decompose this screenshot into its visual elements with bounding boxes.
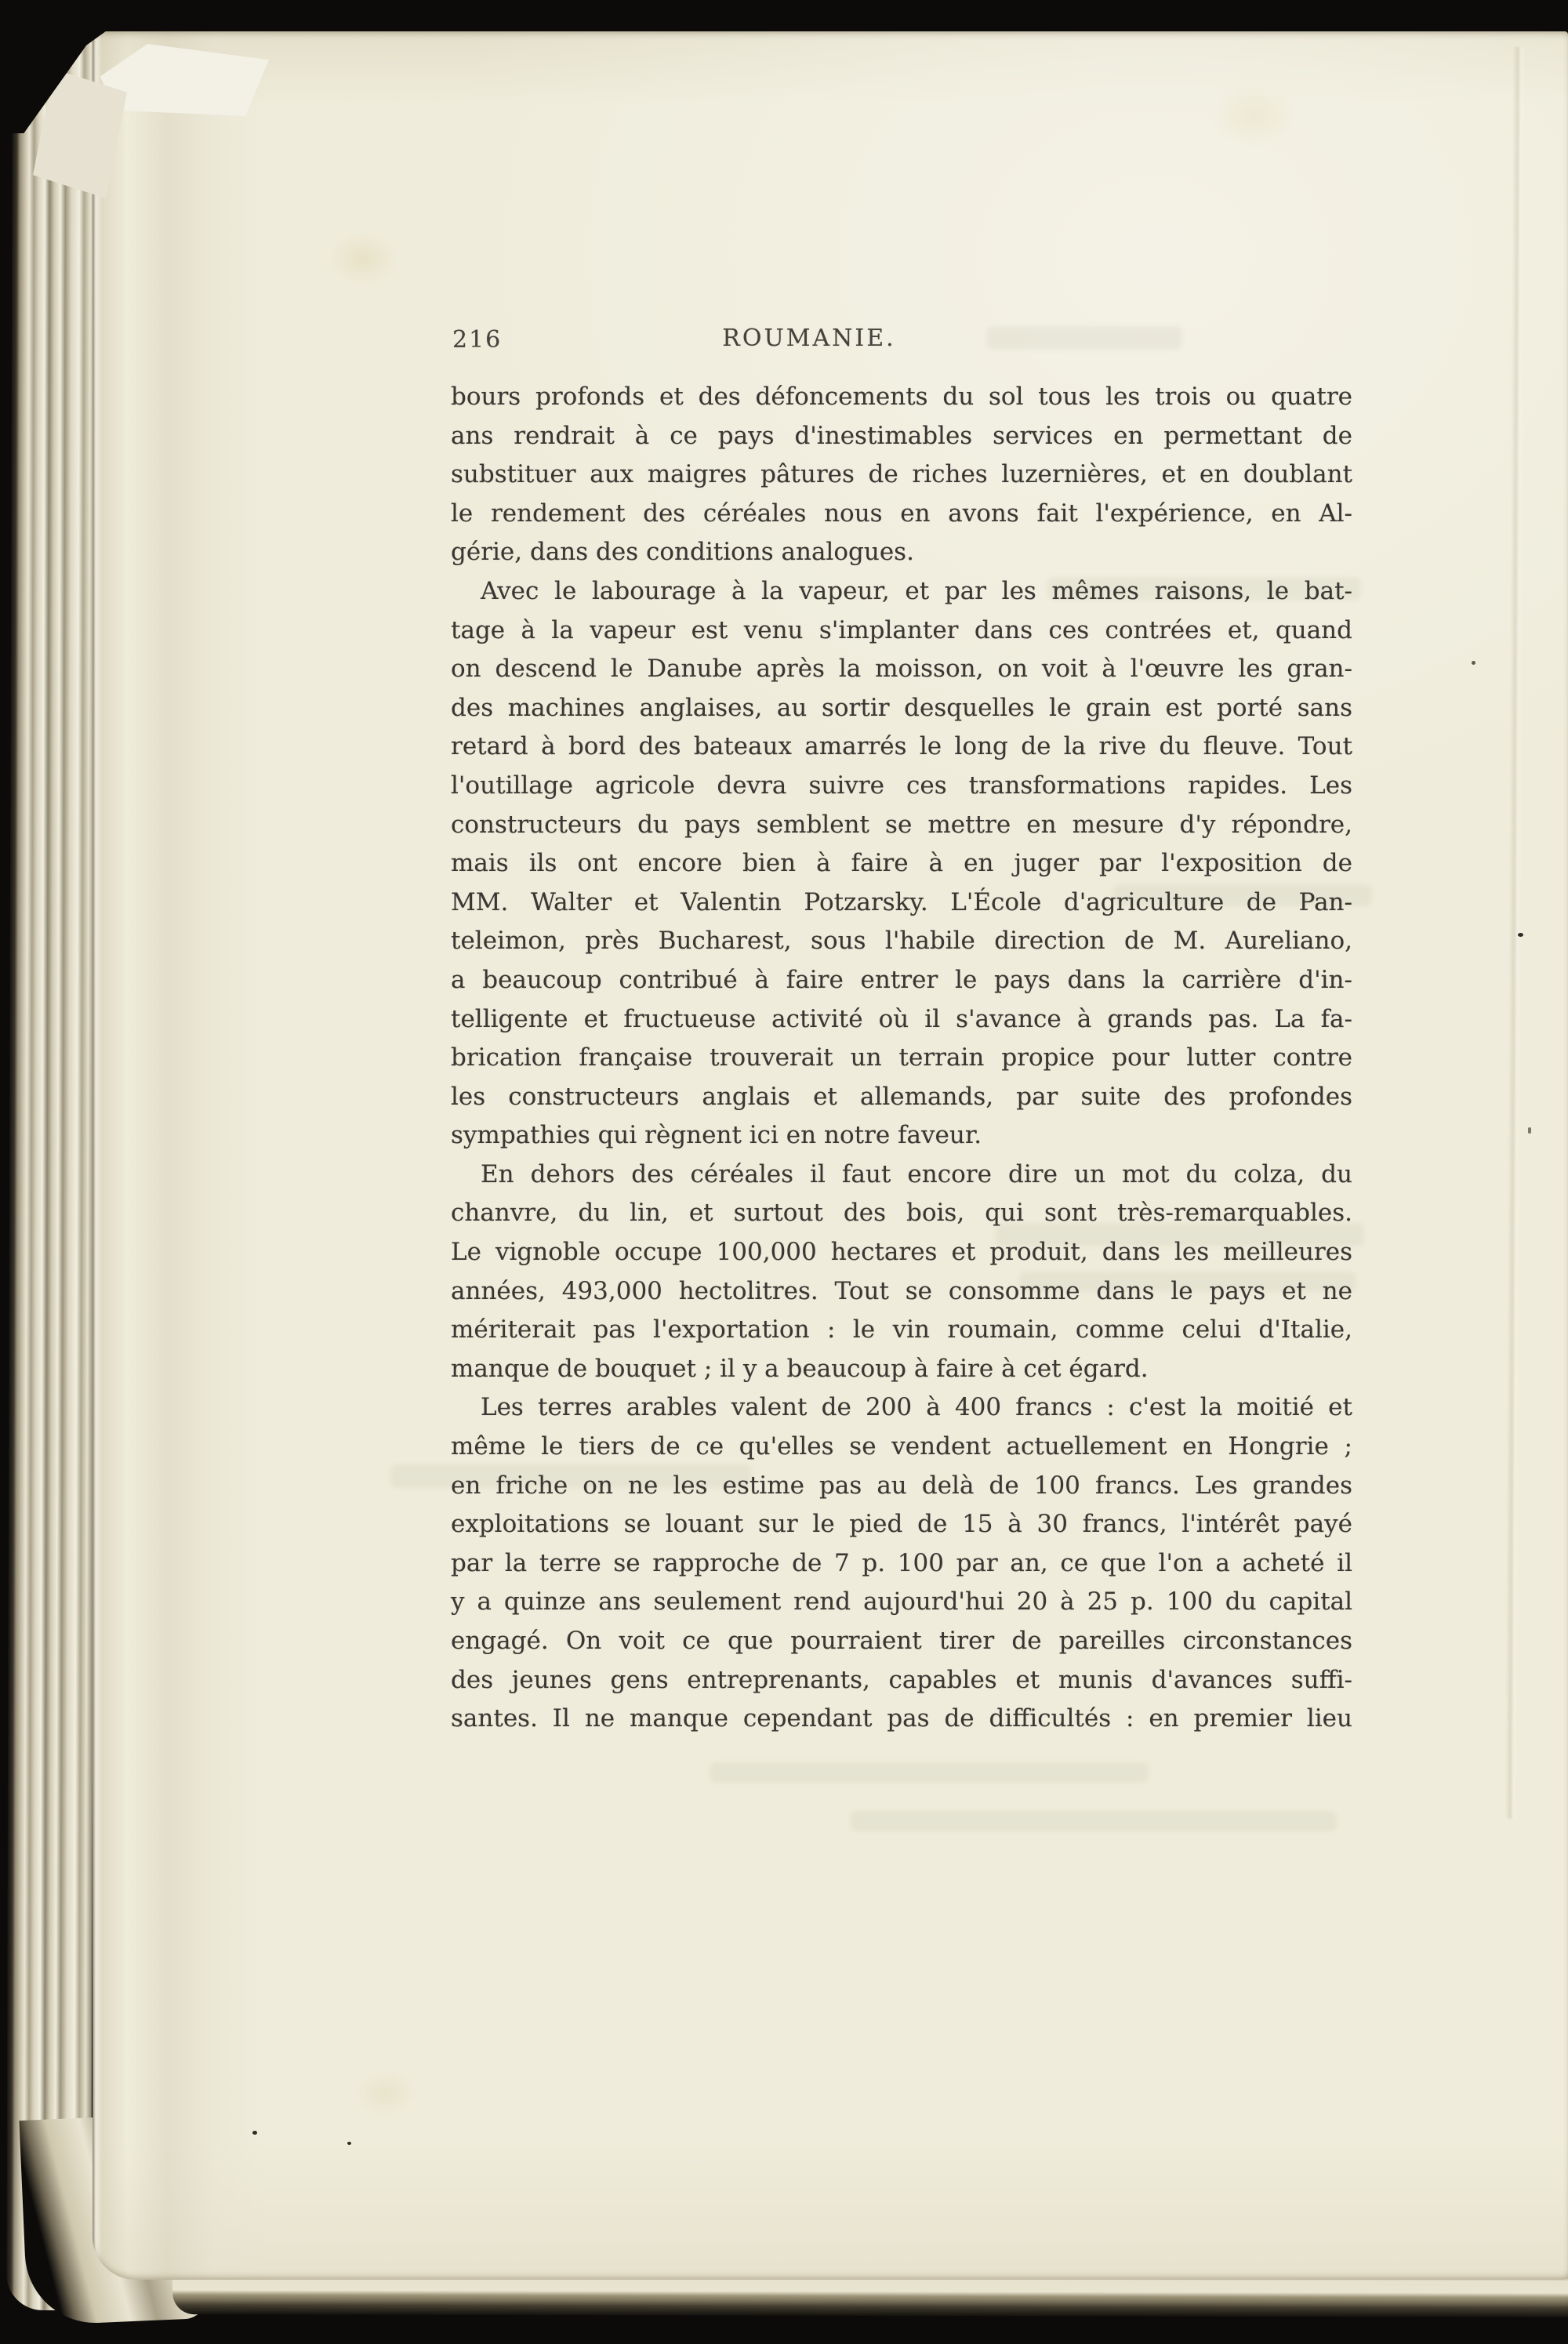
text-line: bours profonds et des défoncements du sol tous les trois ou quatre: [451, 383, 1352, 411]
text-line: tage à la vapeur est venu s'implanter dans ces contrées et, quand: [451, 615, 1352, 644]
ink-speck: [252, 2131, 257, 2135]
text-line: en friche on ne les estime pas au delà de 100 francs. Les grandes: [451, 1471, 1352, 1500]
text-line: des jeunes gens entreprenants, capables et munis d'avances suffi-: [451, 1665, 1352, 1694]
text-line: manque de bouquet ; il y a beaucoup à faire à cet égard.: [451, 1354, 1149, 1383]
text-line: années, 493,000 hectolitres. Tout se consomme dans le pays et ne: [451, 1276, 1352, 1305]
ink-speck: [1528, 1127, 1531, 1134]
printed-text-block: [451, 325, 1352, 1739]
text-line: l'outillage agricole devra suivre ces transformations rapides. Les: [451, 771, 1352, 800]
text-line: engagé. On voit ce que pourraient tirer de pareilles circonstances: [451, 1627, 1352, 1655]
text-line: mais ils ont encore bien à faire à en juger par l'exposition de: [451, 849, 1352, 878]
body-text: [451, 378, 1352, 1739]
paper-stain: [328, 231, 398, 286]
text-line: Avec le labourage à la vapeur, et par les mêmes raisons, le bat-: [481, 576, 1352, 605]
text-line: Le vignoble occupe 100,000 hectares et produit, dans les meilleures: [451, 1238, 1352, 1267]
text-line: des machines anglaises, au sortir desquelles le grain est porté sans: [451, 693, 1352, 722]
show-through-ghost: [710, 1762, 1149, 1783]
text-line: on descend le Danube après la moisson, on voit à l'œuvre les gran-: [451, 655, 1352, 684]
show-through-ghost: [851, 1811, 1337, 1831]
text-line: gérie, dans des conditions analogues.: [451, 538, 914, 567]
text-line: ans rendrait à ce pays d'inestimables services en permettant de: [451, 421, 1352, 450]
text-line: teleimon, près Bucharest, sous l'habile direction de M. Aureliano,: [451, 927, 1352, 956]
text-line: telligente et fructueuse activité où il s'avance à grands pas. La fa-: [451, 1004, 1352, 1033]
text-line: substituer aux maigres pâtures de riches luzernières, et en doublant: [451, 460, 1352, 489]
text-line: constructeurs du pays semblent se mettre en mesure d'y répondre,: [451, 810, 1352, 839]
ink-speck: [347, 2142, 351, 2145]
text-line: chanvre, du lin, et surtout des bois, qui sont très-remarquables.: [451, 1199, 1352, 1228]
ink-speck: [1518, 933, 1523, 937]
text-line: santes. Il ne manque cependant pas de difficultés : en premier lieu: [451, 1704, 1352, 1733]
paper-stain: [1211, 85, 1298, 147]
text-line: brication française trouverait un terrain propice pour lutter contre: [451, 1043, 1352, 1072]
page-header: [451, 325, 1352, 378]
text-line: MM. Walter et Valentin Potzarsky. L'École d'agriculture de Pan-: [451, 887, 1352, 916]
text-line: En dehors des céréales il faut encore dire un mot du colza, du: [481, 1159, 1352, 1188]
text-line: par la terre se rapproche de 7 p. 100 par an, ce que l'on a acheté il: [451, 1548, 1352, 1577]
page-edges-stack: [6, 41, 97, 2310]
text-line: retard à bord des bateaux amarrés le long de la rive du fleuve. Tout: [451, 732, 1352, 761]
paper-stain: [354, 2070, 417, 2117]
text-line: sympathies qui règnent ici en notre faveur.: [451, 1121, 982, 1150]
ink-speck: [1472, 661, 1475, 665]
text-line: le rendement des céréales nous en avons fait l'expérience, en Al-: [451, 499, 1352, 528]
text-line: exploitations se louant sur le pied de 15 à 30 francs, l'intérêt payé: [451, 1510, 1352, 1539]
text-line: même le tiers de ce qu'elles se vendent actuellement en Hongrie ;: [451, 1432, 1352, 1461]
text-line: Les terres arables valent de 200 à 400 francs : c'est la moitié et: [481, 1393, 1352, 1422]
running-head-title: ROUMANIE.: [722, 325, 896, 352]
text-line: a beaucoup contribué à faire entrer le pays dans la carrière d'in-: [451, 965, 1352, 994]
text-line: mériterait pas l'exportation : le vin roumain, comme celui d'Italie,: [451, 1315, 1352, 1344]
page-number: 216: [452, 326, 503, 354]
text-line: y a quinze ans seulement rend aujourd'hui 20 à 25 p. 100 du capital: [451, 1587, 1352, 1616]
text-line: les constructeurs anglais et allemands, par suite des profondes: [451, 1082, 1352, 1111]
